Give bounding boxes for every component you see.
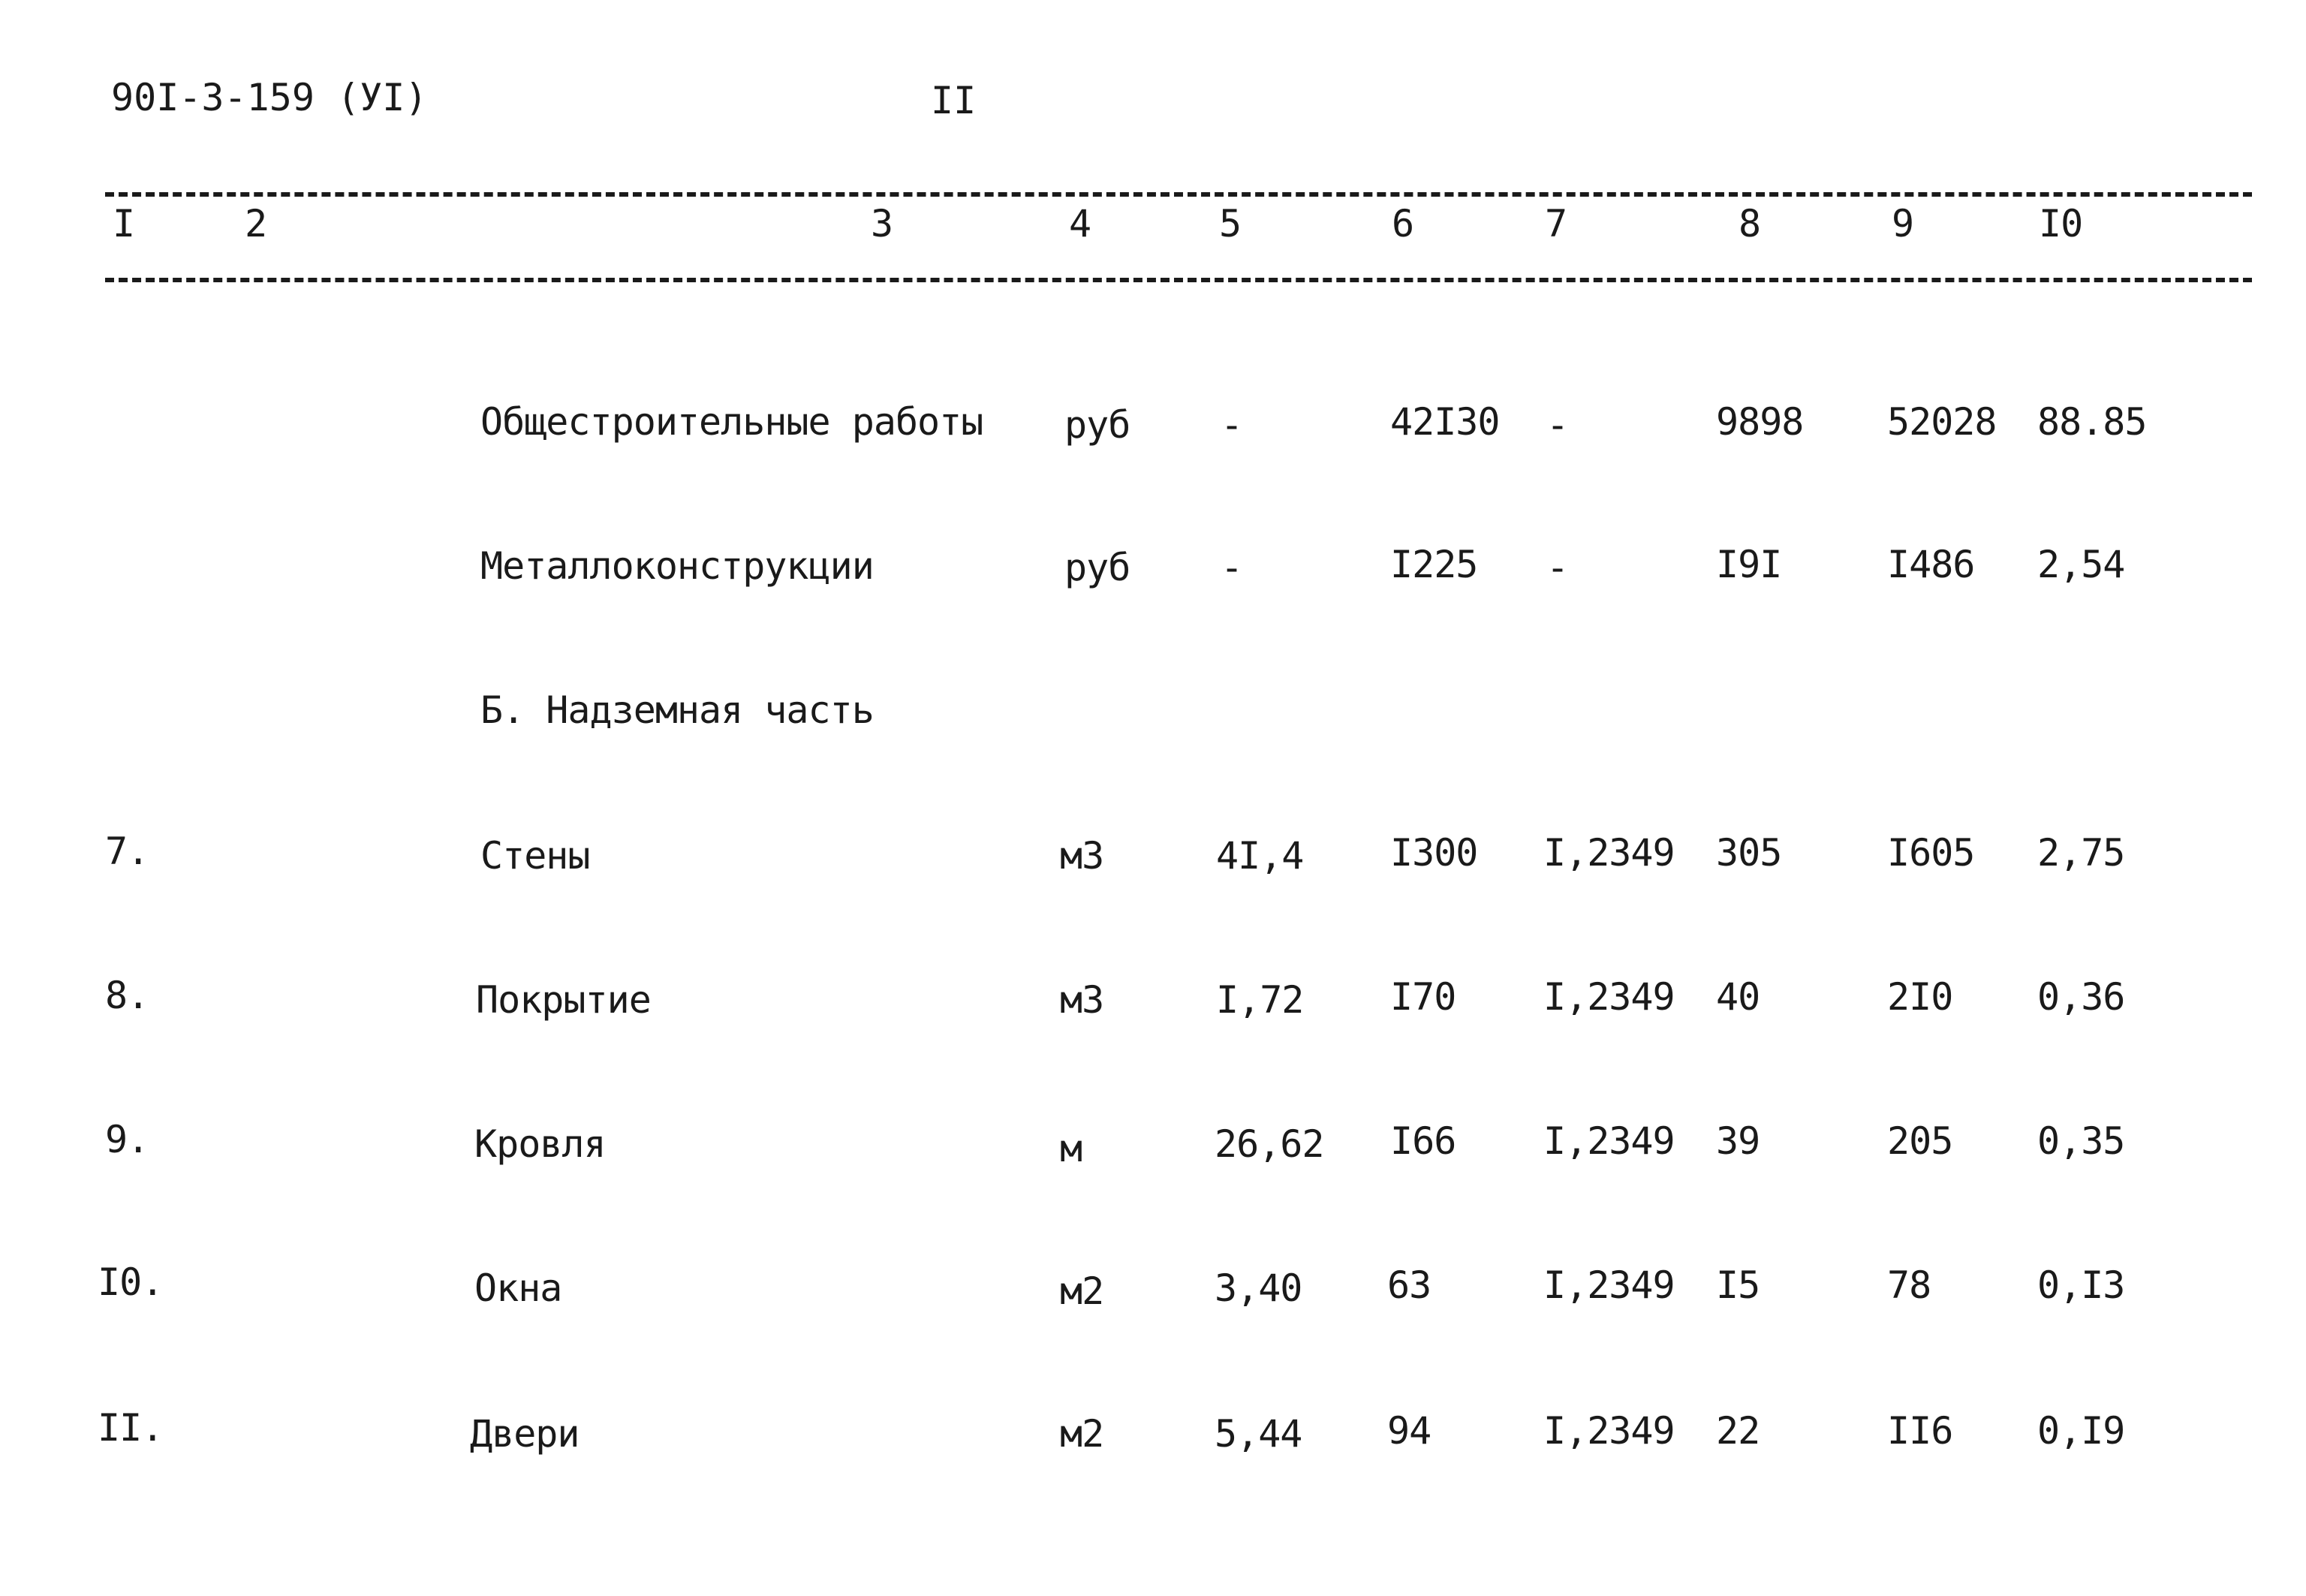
row-number: 9.	[105, 1118, 149, 1161]
column-header-6: 6	[1392, 202, 1414, 245]
row-col6: 42I30	[1390, 400, 1500, 444]
row-name: Окна	[474, 1266, 562, 1310]
row-name: Кровля	[474, 1122, 606, 1166]
row-col9: II6	[1887, 1409, 1953, 1453]
column-header-1: I	[113, 202, 135, 245]
column-header-4: 4	[1069, 202, 1091, 245]
header-top-dashed-rule	[105, 192, 2252, 197]
row-col8: 9898	[1716, 400, 1804, 444]
row-col10: 0,I3	[2037, 1263, 2125, 1307]
row-number: I0.	[98, 1260, 164, 1304]
row-col10: 88.85	[2037, 400, 2147, 444]
row-col5: -	[1221, 546, 1243, 589]
row-col7: I,2349	[1543, 1409, 1675, 1453]
row-col6: I225	[1390, 543, 1478, 586]
row-unit: м2	[1060, 1269, 1104, 1313]
row-col6: I66	[1390, 1119, 1456, 1163]
row-col6: 63	[1387, 1263, 1431, 1307]
column-header-3: 3	[871, 202, 893, 245]
row-col10: 0,I9	[2037, 1409, 2125, 1453]
row-col8: 305	[1716, 831, 1782, 875]
row-col8: 39	[1716, 1119, 1760, 1163]
row-col8: I9I	[1716, 543, 1782, 586]
row-col7: I,2349	[1543, 1263, 1675, 1307]
row-col5: 4I,4	[1216, 834, 1304, 878]
row-col9: I605	[1887, 831, 1975, 875]
column-header-2: 2	[245, 202, 267, 245]
row-unit: м3	[1060, 834, 1104, 878]
row-col10: 2,75	[2037, 831, 2125, 875]
row-name: Стены	[480, 834, 590, 878]
row-col5: 26,62	[1215, 1122, 1324, 1166]
row-col8: 22	[1716, 1409, 1760, 1453]
row-col9: 78	[1887, 1263, 1931, 1307]
row-col7: I,2349	[1543, 975, 1675, 1019]
row-col10: 0,35	[2037, 1119, 2125, 1163]
row-col6: I70	[1390, 975, 1456, 1019]
row-col5: -	[1221, 403, 1243, 447]
row-col6: 94	[1387, 1409, 1431, 1453]
row-col8: I5	[1716, 1263, 1760, 1307]
row-col10: 2,54	[2037, 543, 2125, 586]
row-col7: I,2349	[1543, 831, 1675, 875]
row-number: II.	[98, 1406, 164, 1450]
column-header-10: I0	[2039, 202, 2083, 245]
row-col8: 40	[1716, 975, 1760, 1019]
row-col5: I,72	[1216, 978, 1304, 1022]
row-col6: I300	[1390, 831, 1478, 875]
row-name: Металлоконструкции	[480, 544, 874, 588]
column-header-9: 9	[1892, 202, 1914, 245]
column-header-7: 7	[1545, 202, 1567, 245]
row-unit: м2	[1060, 1412, 1104, 1456]
row-col7: -	[1546, 403, 1569, 447]
row-unit: м	[1060, 1127, 1082, 1170]
row-col9: 205	[1887, 1119, 1953, 1163]
row-unit: руб	[1064, 546, 1130, 589]
column-header-8: 8	[1739, 202, 1761, 245]
row-number: 8.	[105, 974, 149, 1017]
page-number: II	[931, 79, 977, 122]
row-col10: 0,36	[2037, 975, 2125, 1019]
column-header-5: 5	[1219, 202, 1242, 245]
row-name: Общестроительные работы	[480, 400, 983, 444]
row-col5: 5,44	[1215, 1412, 1302, 1456]
row-name: Покрытие	[476, 978, 651, 1022]
row-col9: I486	[1887, 543, 1975, 586]
row-name: Двери	[470, 1412, 580, 1456]
row-col7: -	[1546, 546, 1569, 589]
row-col9: 52028	[1887, 400, 1997, 444]
row-unit: руб	[1064, 403, 1130, 447]
row-col9: 2I0	[1887, 975, 1953, 1019]
header-bottom-dashed-rule	[105, 278, 2252, 282]
row-unit: м3	[1060, 978, 1104, 1022]
row-col7: I,2349	[1543, 1119, 1675, 1163]
section-heading: Б. Надземная часть	[480, 688, 874, 732]
document-code: 90I-3-159 (УI)	[111, 76, 428, 119]
row-number: 7.	[105, 830, 149, 873]
row-col5: 3,40	[1215, 1266, 1302, 1310]
